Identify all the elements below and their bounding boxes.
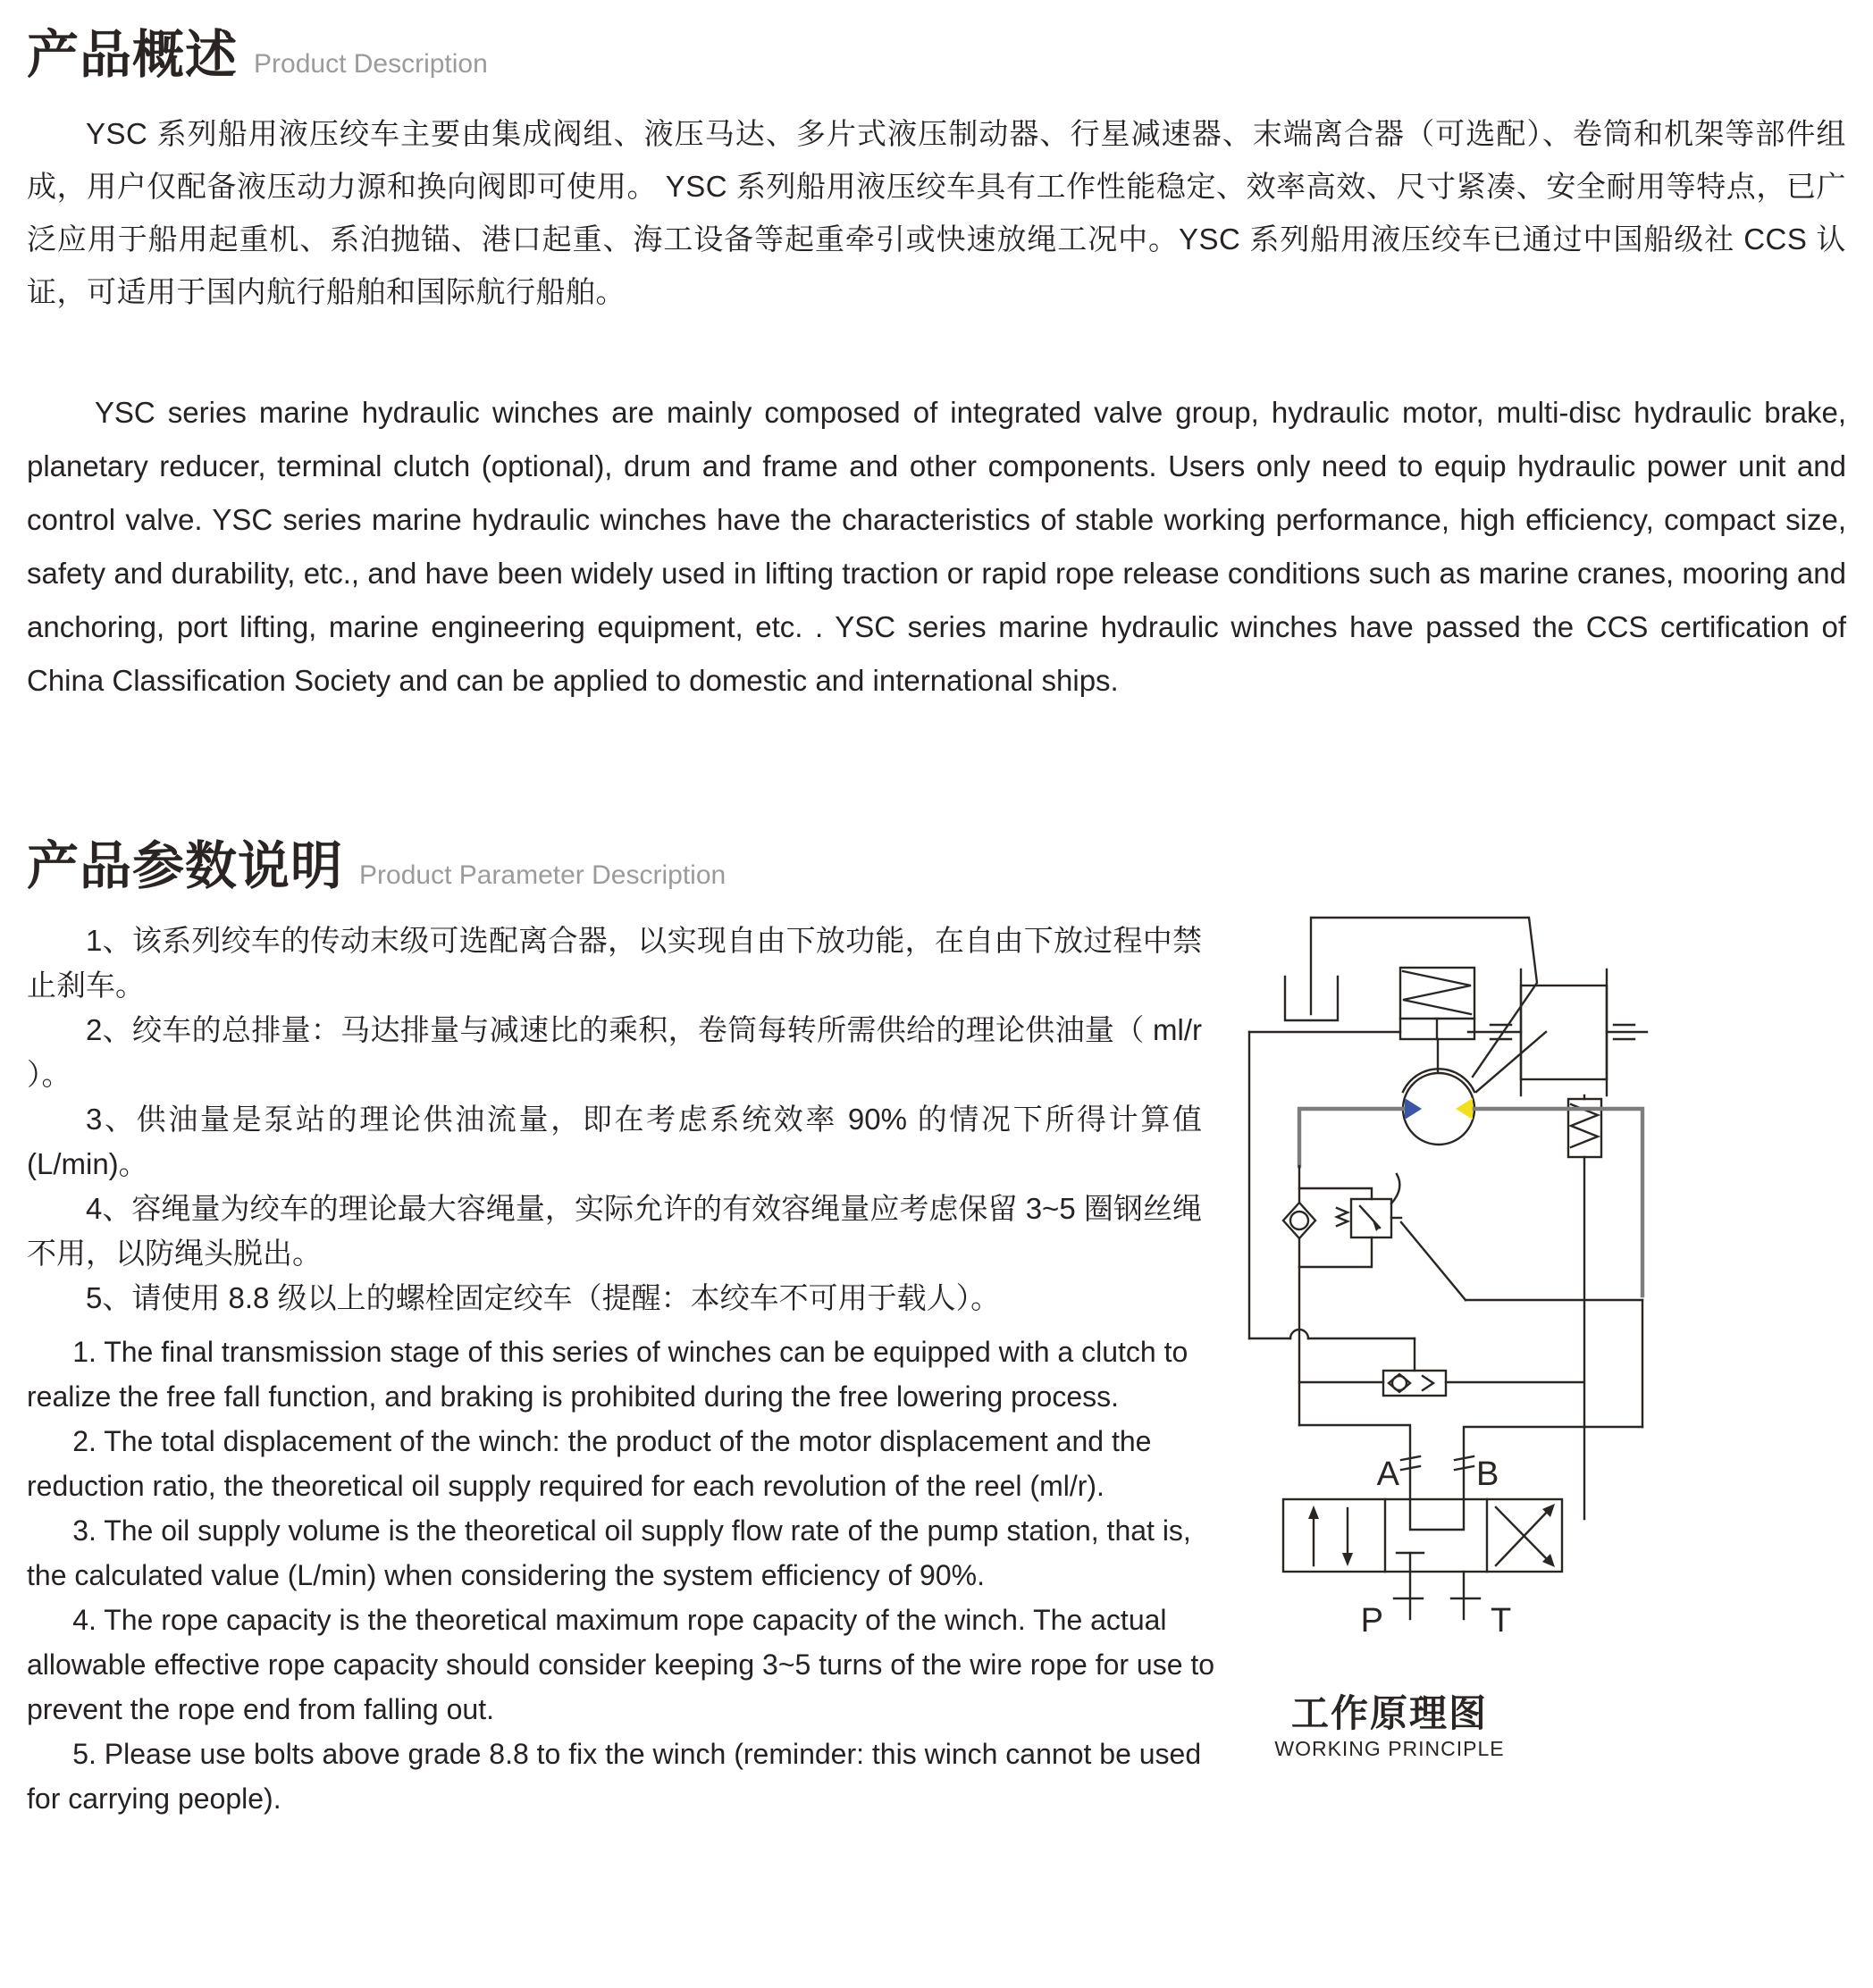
- note-zh-2: 2、绞车的总排量：马达排量与减速比的乘积，卷筒每转所需供给的理论供油量（ ml/r ）。: [27, 1013, 1202, 1091]
- port-label-p: P: [1360, 1602, 1383, 1640]
- note-en-5: 5. Please use bolts above grade 8.8 to fix the winch (reminder: this winch cannot be used for carrying people).: [27, 1738, 1202, 1815]
- note-zh-5: 5、请使用 8.8 级以上的螺栓固定绞车（提醒：本绞车不可用于载人）。: [86, 1281, 1001, 1314]
- parameter-notes-zh: [27, 919, 1202, 1321]
- note-zh-4: 4、容绳量为绞车的理论最大容绳量，实际允许的有效容绳量应考虑保留 3~5 圈钢丝绳不用，以防绳头脱出。: [27, 1192, 1202, 1270]
- directional-valve-symbol: [1283, 1499, 1562, 1572]
- note-en-1: 1. The final transmission stage of this series of winches can be equipped with a clutch to realize the free fall function, and braking is prohibited during the free lowering process.: [27, 1336, 1188, 1413]
- brake-spring-cartridge-symbol: [1568, 1095, 1601, 1519]
- pilot-line: [1249, 1032, 1415, 1371]
- hydraulic-motor-symbol: [1403, 1069, 1474, 1145]
- shaft-coupling-symbol: [1468, 1025, 1647, 1092]
- relief-valve-symbol: [1299, 1174, 1642, 1300]
- section1-heading: [27, 13, 488, 88]
- parameter-notes-en: [27, 1330, 1215, 1821]
- note-en-3: 3. The oil supply volume is the theoretical oil supply flow rate of the pump station, that is, the calculated value (L/min) when considering the system efficiency of 90%.: [27, 1514, 1191, 1591]
- note-zh-3: 3、供油量是泵站的理论供油流量，即在考虑系统效率 90% 的情况下所得计算值 (L/min)。: [27, 1103, 1202, 1180]
- overview-paragraph-zh: YSC 系列船用液压绞车主要由集成阀组、液压马达、多片式液压制动器、行星减速器、末端离合器（可选配）、卷筒和机架等部件组成，用户仅配备液压动力源和换向阀即可使用。 YSC 系列船用液压绞车具有工作性能稳定、效率高效、尺寸紧凑、安全耐用等特点，已广泛应用于船用起重机、系泊抛锚、港口起重、海工设备等起重牵引或快速放绳工况中。YSC 系列船用液压绞车已通过中国船级社 CCS 认证，可适用于国内航行船舶和国际航行船舶。: [27, 117, 1846, 308]
- section1-title-zh: 产品概述: [27, 26, 239, 84]
- valve-port-lines: [1299, 1300, 1642, 1499]
- hydraulic-schematic: [1233, 893, 1873, 1680]
- diagram-caption-en: WORKING PRINCIPLE: [1274, 1737, 1505, 1760]
- note-en-4: 4. The rope capacity is the theoretical maximum rope capacity of the winch. The actual allowable effective rope capacity should consider keeping 3~5 turns of the wire rope for use to prevent the rope end from falling out.: [27, 1604, 1215, 1725]
- note-zh-1: 1、该系列绞车的传动末级可选配离合器，以实现自由下放功能，在自由下放过程中禁止刹车。: [27, 924, 1202, 1002]
- tank-drain-line: [1311, 918, 1537, 1077]
- note-en-2: 2. The total displacement of the winch: the product of the motor displacement and the reduction ratio, the theoretical oil supply required for each revolution of the reel (ml/r).: [27, 1425, 1152, 1502]
- port-label-b: B: [1476, 1455, 1499, 1493]
- shuttle-valve-symbol: [1299, 1267, 1583, 1425]
- pt-port-lines: [1394, 1572, 1480, 1619]
- section1-title-en: Product Description: [254, 49, 488, 79]
- section2-title-zh: 产品参数说明: [27, 837, 344, 895]
- brake-actuator-symbol: [1400, 968, 1474, 1072]
- diagram-caption: [1233, 1691, 1546, 1761]
- check-valve-symbol: [1283, 1166, 1372, 1267]
- port-label-a: A: [1376, 1455, 1399, 1493]
- section2-title-en: Product Parameter Description: [359, 860, 727, 890]
- port-label-t: T: [1491, 1602, 1512, 1640]
- overview-paragraph-en: YSC series marine hydraulic winches are mainly composed of integrated valve group, hydraulic motor, multi-disc hydraulic brake, planetary reducer, terminal clutch (optional), drum and frame and other components. Users only need to equip hydraulic power unit and control valve. YSC series marine hydraulic winches have the characteristics of stable working performance, high efficiency, compact size, safety and durability, etc., and have been widely used in lifting traction or rapid rope release conditions such as marine cranes, mooring and anchoring, port lifting, marine engineering equipment, etc. . YSC series marine hydraulic winches have passed the CCS certification of China Classification Society and can be applied to domestic and international ships.: [27, 396, 1846, 697]
- working-principle-diagram: [1233, 893, 1873, 1796]
- section2-heading: [27, 824, 726, 899]
- diagram-caption-zh: 工作原理图: [1290, 1692, 1488, 1734]
